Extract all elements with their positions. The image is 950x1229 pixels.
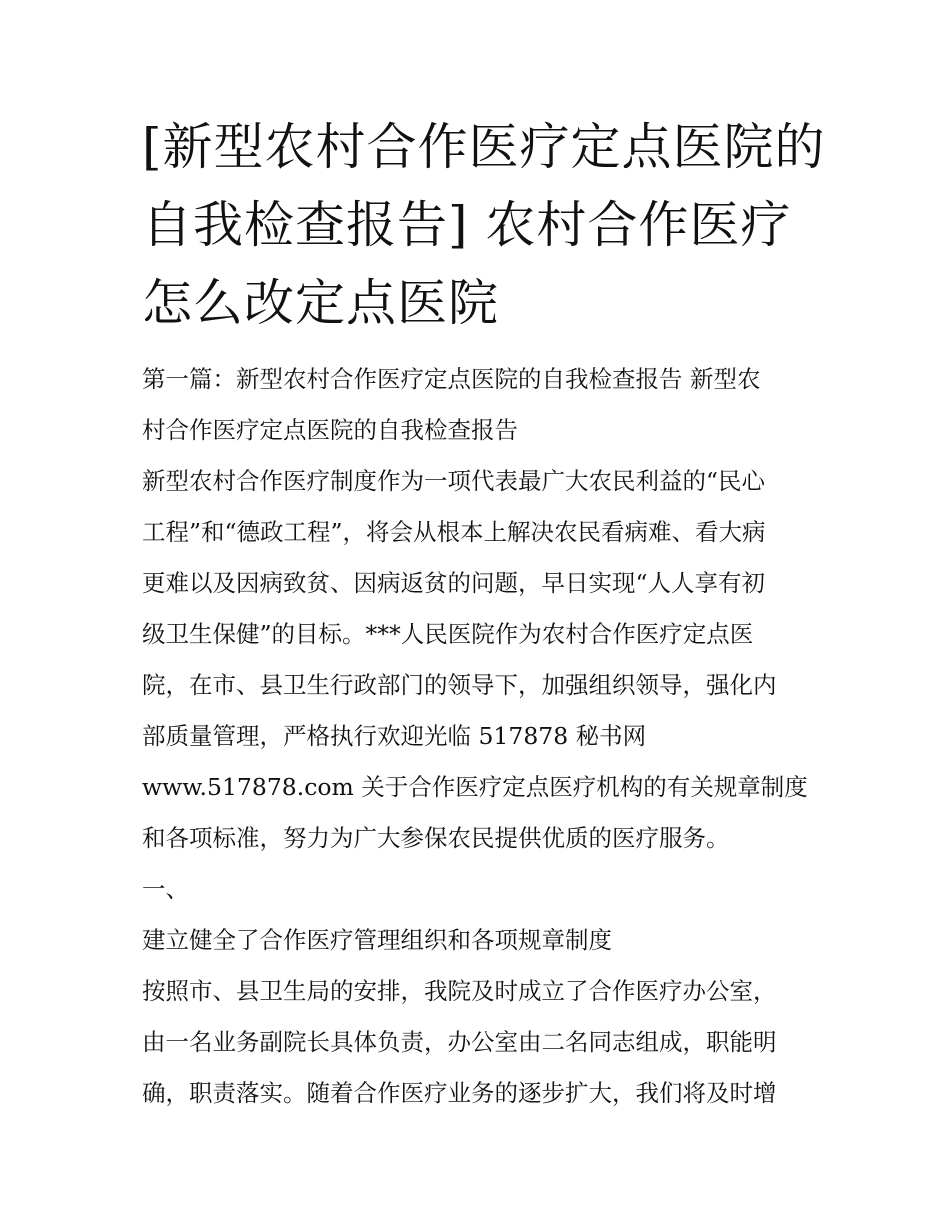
title-line-3: 怎么改定点医院 <box>142 274 499 332</box>
section-heading-number: 一、 <box>142 875 189 903</box>
body-line: 更难以及因病致贫、因病返贫的问题，早日实现“人人享有初 <box>142 569 766 597</box>
title-line-2: 自我检查报告] 农村合作医疗 <box>142 196 792 254</box>
body-line: 部质量管理，严格执行欢迎光临 517878 秘书网 <box>142 722 647 750</box>
document-body <box>142 354 832 1119</box>
body-line: 第一篇：新型农村合作医疗定点医院的自我检查报告 新型农 <box>142 365 761 393</box>
body-line: 和各项标准，努力为广大参保农民提供优质的医疗服务。 <box>142 824 730 852</box>
body-line: www.517878.com 关于合作医疗定点医疗机构的有关规章制度 <box>142 773 808 801</box>
body-line: 村合作医疗定点医院的自我检查报告 <box>142 416 518 444</box>
body-line: 确，职责落实。随着合作医疗业务的逐步扩大，我们将及时增 <box>142 1079 777 1107</box>
document-title <box>142 108 832 342</box>
body-line: 由一名业务副院长具体负责，办公室由二名同志组成，职能明 <box>142 1028 777 1056</box>
section-heading: 建立健全了合作医疗管理组织和各项规章制度 <box>142 926 612 954</box>
title-line-1: [新型农村合作医疗定点医院的 <box>142 118 826 176</box>
body-line: 级卫生保健”的目标。***人民医院作为农村合作医疗定点医 <box>142 620 754 648</box>
body-line: 按照市、县卫生局的安排，我院及时成立了合作医疗办公室， <box>142 977 777 1005</box>
body-line: 工程”和“德政工程”，将会从根本上解决农民看病难、看大病 <box>142 518 766 546</box>
body-line: 新型农村合作医疗制度作为一项代表最广大农民利益的“民心 <box>142 467 766 495</box>
body-line: 院，在市、县卫生行政部门的领导下，加强组织领导，强化内 <box>142 671 777 699</box>
